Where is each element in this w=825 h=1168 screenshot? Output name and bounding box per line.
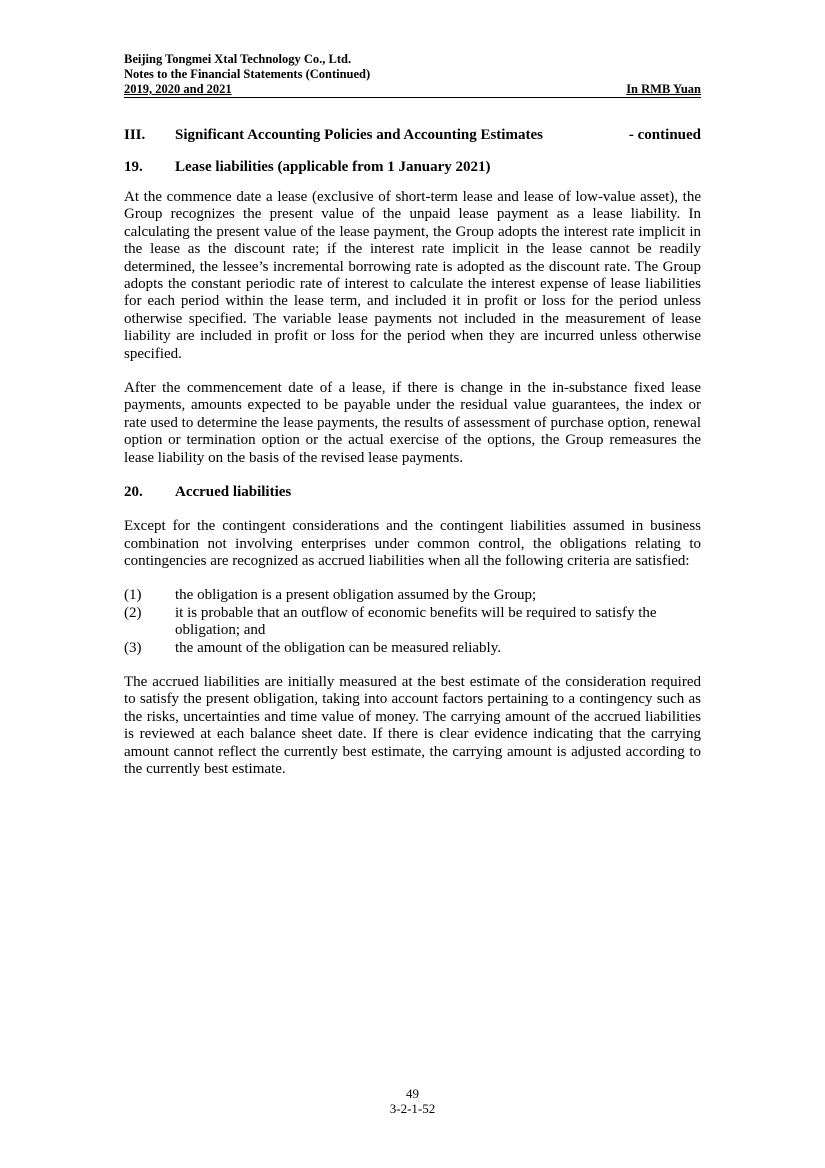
accrued-title: Accrued liabilities bbox=[175, 484, 292, 501]
reporting-years: 2019, 2020 and 2021 bbox=[124, 82, 232, 96]
list-item-number: (1) bbox=[124, 587, 142, 604]
list-item-number: (3) bbox=[124, 639, 142, 656]
lease-paragraph-1: At the commence date a lease (exclusive of short-term lease and lease of low-value asset), the Group recognizes the present value of the unpaid lease payment as a lease liability. In calculating the present value of the lease payment, the Group adopts the interest rate implicit in the lease as the discount rate; if the interest rate implicit in the lease cannot be readily determined, the lessee’s incremental borrowing rate is adopted as the discount rate. The Group adopts the constant periodic rate of interest to calculate the interest expense of lease liabilities for each period within the lease term, and included it in profit or loss for the period unless otherwise specified. The variable lease payments not included in the measurement of lease liability are included in profit or loss for the period when they are incurred unless otherwise specified. bbox=[124, 189, 701, 362]
accrued-paragraph-2: The accrued liabilities are initially measured at the best estimate of the consideration required to satisfy the present obligation, taking into account factors pertaining to a contingency such as the risks, uncertainties and time value of money. The carrying amount of the accrued liabilities is reviewed at each balance sheet date. If there is clear evidence indicating that the carrying amount cannot reflect the currently best estimate, the carrying amount is adjusted according to the currently best estimate. bbox=[124, 673, 701, 777]
section-title: Significant Accounting Policies and Accounting Estimates bbox=[175, 127, 543, 143]
list-item bbox=[124, 640, 701, 657]
page-footer bbox=[0, 1086, 825, 1116]
document-title: Notes to the Financial Statements (Continued) bbox=[124, 67, 371, 81]
document-page bbox=[124, 52, 701, 778]
list-item-number: (2) bbox=[124, 604, 142, 621]
accrued-paragraph-1: Except for the contingent considerations and the contingent liabilities assumed in business combination not involving enterprises under common control, the obligations relating to contingencies are recognized as accrued liabilities when all the following criteria are satisfied: bbox=[124, 518, 701, 569]
lease-title: Lease liabilities (applicable from 1 January 2021) bbox=[175, 159, 491, 175]
header-period-row bbox=[124, 82, 701, 98]
lease-heading bbox=[124, 158, 701, 176]
list-item-text: the amount of the obligation can be measured reliably. bbox=[175, 639, 502, 656]
section-continued: - continued bbox=[628, 127, 701, 143]
lease-paragraph-2: After the commencement date of a lease, if there is change in the in-substance fixed lease payments, amounts expected to be payable under the residual value guarantees, the index or rate used to determine the lease payments, the results of assessment of purchase option, renewal option or termination option or the actual exercise of the options, the Group remeasures the lease liability on the basis of the revised lease payments. bbox=[124, 380, 701, 466]
criteria-list bbox=[124, 587, 701, 657]
section-heading bbox=[124, 126, 701, 144]
accrued-number: 20. bbox=[124, 484, 143, 501]
list-item bbox=[124, 587, 701, 604]
list-item bbox=[124, 605, 701, 640]
section-number: III. bbox=[124, 127, 146, 143]
accrued-heading bbox=[124, 483, 701, 501]
page-number: 49 bbox=[406, 1086, 419, 1101]
currency-note: In RMB Yuan bbox=[626, 82, 701, 96]
list-item-text: the obligation is a present obligation assumed by the Group; bbox=[175, 587, 537, 604]
list-item-text: it is probable that an outflow of economic benefits will be required to satisfy the obligation; and bbox=[175, 604, 657, 639]
document-reference: 3-2-1-52 bbox=[389, 1101, 436, 1116]
company-name: Beijing Tongmei Xtal Technology Co., Ltd. bbox=[124, 52, 352, 66]
lease-number: 19. bbox=[124, 159, 143, 175]
